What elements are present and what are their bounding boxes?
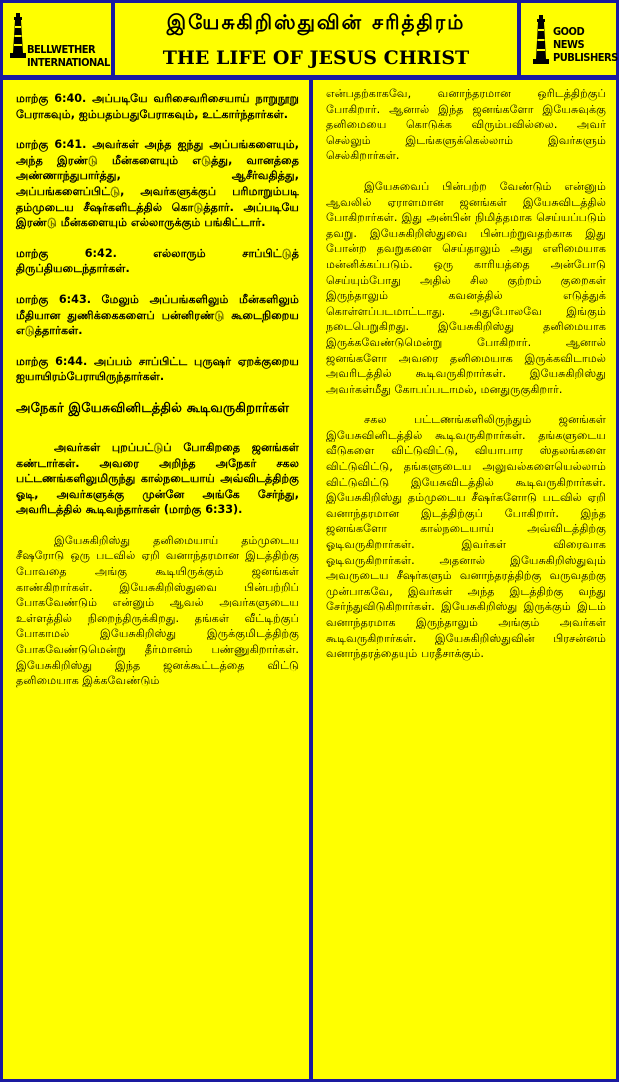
logo-left-line-1: BELLWETHER [27,43,96,56]
bellwether-logo [3,3,111,75]
logo-left-line-2: INTERNATIONAL [27,56,110,69]
logo-right-line-2: PUBLISHERS [553,51,618,64]
right-column [313,80,616,1079]
quote-paragraph: அவர்கள் புறப்பட்டுப் போகிறதை ஜனங்கள் கண்டார்கள். அவரை அறிந்த அநேகர் சகல பட்டணங்களிலுமிருந்து கால்நடையாய் அவ்விடத்திற்கு ஓடி, அவர்களுக்கு முன்னே அங்கே சேர்ந்து, அவரிடத்தில் கூடிவந்தார்கள் (மாற்கு 6:33). [16,440,299,517]
title-tamil: இயேசுகிறிஸ்துவின் சரித்திரம் [166,10,466,34]
right-paragraph-1: என்பதற்காகவே, வனாந்தரமான ஒரிடத்திற்குப் போகிறார். ஆனால் இந்த ஜனங்களோ இயேசுவுக்கு தனிமையை கொடுக்க விரும்பவில்லை. அவர் செல்லும் இடங்களுக்கெல்லாம் இவர்களும் செல்கிறார்கள். [326,87,606,163]
verse-6-43: மாற்கு 6:43. மேலும் அப்பங்களிலும் மீன்களிலும் மீதியான துணிக்கைகளைப் பன்னிரண்டு கூடைநிறைய எடுத்தார்கள். [16,292,299,338]
verse-6-40: மாற்கு 6:40. அப்படியே வரிசைவரிசையாய் நாறுநூறு பேராகவும், ஐம்பதம்பதுபேராகவும், உட்கார்ந்தார்கள். [16,92,299,121]
verse-6-44: மாற்கு 6:44. அப்பம் சாப்பிட்ட புருஷர் ஏறக்குறைய ஐயாயிரம்பேராயிருந்தார்கள். [16,354,299,384]
good-news-logo [521,3,616,75]
lighthouse-icon [533,15,549,65]
right-paragraph-2: இயேசுவைப் பின்பற்ற வேண்டும் என்னும் ஆவலில் ஏராளமான ஜனங்கள் இயேசுவிடத்தில் போகிறார்கள். இது அன்பின் நிமித்தமாக செய்யப்படும் தவறு. இயேசுகிறிஸ்துவை பின்பற்றுவதற்காக இது போன்ற தவறுகளை செய்தாலும் அது எளிமையாக மன்னிக்கப்படும். ஒரு காரியத்தை அன்போடு செய்யும்போது அதில் சில குற்றம் குறைகள் இருந்தாலும் கவனத்தில் எடுத்துக் கொள்ளப்படமாட்டாது. அதுபோலவே இங்கும் நடைபெறுகிறது. இயேசுகிறிஸ்து தனிமையாக இருக்கவேண்டுமென்று போகிறார். ஆனால் ஜனங்களோ அவரை தனிமையாக இருக்கவிடாமல் அவரிடத்தில் கூடிவருகிறார்கள். இயேசுகிறிஸ்து அவர்கள்மீது கோபப்படாமல், மனதுருகுகிறார். [326,179,606,396]
left-column [3,80,309,1079]
title-english: THE LIFE OF JESUS CHRIST [162,47,470,69]
verse-6-41: மாற்கு 6:41. அவர்கள் அந்த ஐந்து அப்பங்களையும், அந்த இரண்டு மீன்களையும் எடுத்து, வானத்தை அண்ணாந்துபார்த்து, ஆசீர்வதித்து, அப்பங்களைப்பிட்டு, அவர்களுக்குப் பரிமாறும்படி தம்முடைய சீஷர்களிடத்தில் கொடுத்தார். அப்படியே இரண்டு மீன்களையும் எல்லாருக்கும் பங்கிட்டார். [16,138,299,230]
body-paragraph: இயேசுகிறிஸ்து தனிமையாய் தம்முடைய சீஷரோடு ஒரு படவில் ஏறி வனாந்தரமான இடத்திற்கு போவதை அங்கு கூடியிருக்கும் ஜனங்கள் காண்கிறார்கள். இயேசுகிறிஸ்துவை பின்பற்றிப் போகவேண்டும் என்னும் ஆவல் அவர்களுடைய உள்ளத்தில் நிறைந்திருக்கிறது. தங்கள் வீட்டிற்குப் போகாமல் இயேசுகிறிஸ்து இருக்குமிடத்திற்கு போகவேண்டுமென்று தீர்மானம் பண்ணுகிறார்கள். இயேசுகிறிஸ்து இந்த ஜனக்கூட்டத்தை விட்டு தனிமையாக இக்கவேண்டும் [16,533,299,688]
right-paragraph-3: சகல பட்டணங்களிலிருந்தும் ஜனங்கள் இயேசுவினிடத்தில் கூடிவருகிறார்கள். தங்களுடைய வீடுகளை விட்டுவிட்டு, வியாபார ஸ்தலங்களை விட்டுவிட்டு, தங்களுடைய அலுவல்களையெல்லாம் விட்டுவிட்டு இயேசுவிடத்தில் கூடிவருகிறார்கள். இயேசுகிறிஸ்து தம்முடைய சீஷர்களோடு படவில் ஏறி வனாந்தரமான இடத்திற்குப் போகிறார். இந்த ஜனங்களோ கால்நடையாய் அவ்விடத்திற்கு ஓடிவருகிறார்கள். இவர்கள் விரைவாக ஓடிவருகிறார்கள். அதனால் இயேசுகிறிஸ்துவும் அவருடைய சீஷர்களும் வனாந்தரத்திற்கு வருவதற்கு முன்பாகவே, இவர்கள் அந்த இடத்திற்கு வந்து சேர்ந்துவிடுகிறார்கள். இயேசுகிறிஸ்து இருக்கும் இடம் வனாந்தரமாக இருந்தாலும் அங்கும் அவர்கள் கூடிவருகிறார்கள். இயேசுகிறிஸ்துவின் பிரசன்னம் வனாந்தரத்தையும் பரதீசாக்கும். [326,413,606,661]
lighthouse-icon [10,13,26,59]
section-heading: அநேகர் இயேசுவினிடத்தில் கூடிவருகிறார்கள் [16,400,290,416]
title-banner [115,3,517,75]
verse-6-42: மாற்கு 6:42. எல்லாரும் சாப்பிட்டுத் திருப்தியடைந்தார்கள். [16,246,299,276]
logo-right-line-1: GOOD NEWS [553,25,585,51]
